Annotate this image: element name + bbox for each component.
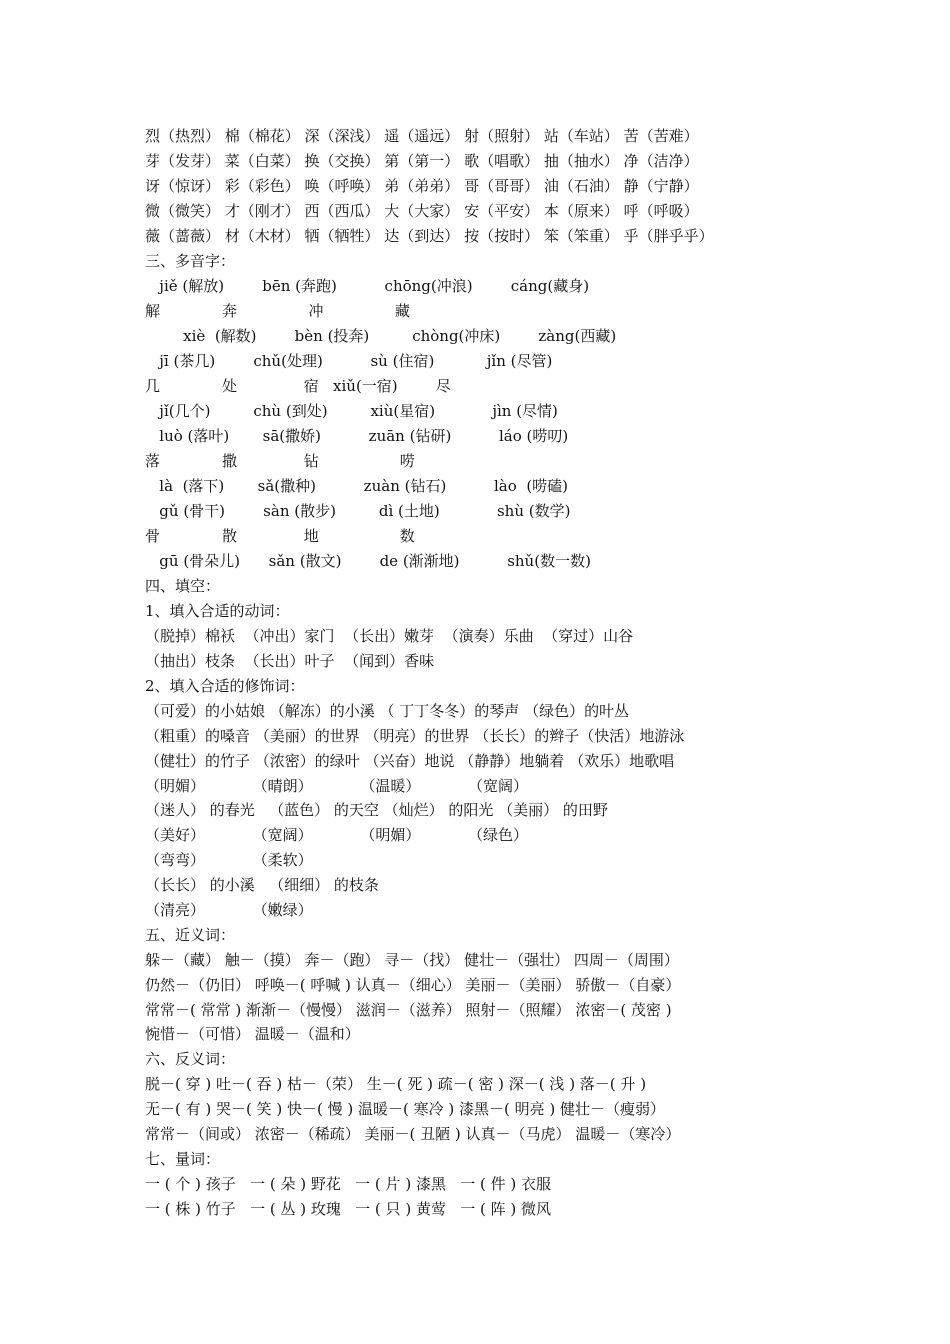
- text-line: 惋惜－（可惜） 温暖－（温和）: [145, 1025, 360, 1043]
- text-line: （长长） 的小溪 （细细） 的枝条: [145, 876, 379, 894]
- text-line: 讶（惊讶） 彩（彩色） 唤（呼唤） 弟（弟弟） 哥（哥哥） 油（石油） 静（宁静）: [145, 177, 699, 195]
- section-heading: 六、反义词：: [145, 1050, 236, 1068]
- text-line: jǐ(几个) chù (到处) xiù(星宿) jìn (尽情): [145, 402, 558, 420]
- text-line: 骨 散 地 数: [145, 527, 415, 545]
- text-line: luò (落叶) sā(撒娇) zuān (钻研) láo (唠叨): [145, 427, 569, 445]
- text-line: 仍然－（仍旧） 呼唤－( 呼喊 ) 认真－（细心） 美丽－（美丽） 骄傲－（自豪）: [145, 976, 681, 994]
- text-line: （可爱）的小姑娘 （解冻）的小溪 （ 丁丁冬冬）的琴声 （绿色）的叶丛: [145, 702, 630, 720]
- text-line: 烈（热烈） 棉（棉花） 深（深浅） 遥（遥远） 射（照射） 站（车站） 苦（苦难）: [145, 127, 699, 145]
- text-line: （清亮） （嫩绿）: [145, 901, 313, 919]
- text-line: （明媚） （晴朗） （温暖） （宽阔）: [145, 777, 529, 795]
- text-line: 几 处 宿 xiǔ(一宿) 尽: [145, 377, 451, 395]
- text-line: xiè (解数) bèn (投奔) chòng(冲床) zàng(西藏): [145, 327, 617, 345]
- subsection-heading: 2、填入合适的修饰词：: [145, 677, 305, 695]
- text-line: 薇（蔷薇） 材（木材） 牺（牺牲） 达（到达） 按（按时） 笨（笨重） 乎（胖乎乎）: [145, 227, 714, 245]
- text-line: 解 奔 冲 藏: [145, 302, 411, 320]
- text-line: 一 ( 株 ) 竹子 一 ( 丛 ) 玫瑰 一 ( 只 ) 黄莺 一 ( 阵 ) 微风: [145, 1200, 552, 1218]
- text-line: jiě (解放) bēn (奔跑) chōng(冲浪) cáng(藏身): [145, 277, 590, 295]
- text-line: 落 撒 钻 唠: [145, 452, 415, 470]
- text-line: 微（微笑） 才（刚才） 西（西瓜） 大（大家） 安（平安） 本（原来） 呼（呼吸）: [145, 202, 699, 220]
- text-line: （粗重）的嗓音 （美丽）的世界 （明亮）的世界 （长长）的辫子（快活）地游泳: [145, 727, 685, 745]
- text-line: （健壮）的竹子 （浓密）的绿叶 （兴奋）地说 （静静）地躺着 （欢乐）地歌唱: [145, 752, 675, 770]
- text-line: （弯弯） （柔软）: [145, 851, 313, 869]
- text-line: jī (茶几) chǔ(处理) sù (住宿) jǐn (尽管): [145, 352, 553, 370]
- text-line: （脱掉）棉袄 （冲出）家门 （长出）嫩芽 （演奏）乐曲 （穿过）山谷: [145, 627, 634, 645]
- section-heading: 五、近义词：: [145, 926, 236, 944]
- section-heading: 四、填空：: [145, 577, 221, 595]
- text-line: 芽（发芽） 菜（白菜） 换（交换） 第（第一） 歌（唱歌） 抽（抽水） 净（洁净）: [145, 152, 699, 170]
- text-line: 躲－（藏） 触－（摸） 奔－（跑） 寻－（找） 健壮－（强壮） 四周－（周围）: [145, 951, 679, 969]
- text-line: gū (骨朵儿) sǎn (散文) de (渐渐地) shǔ(数一数): [145, 552, 591, 570]
- section-heading: 七、量词：: [145, 1150, 221, 1168]
- text-line: （迷人） 的春光 （蓝色） 的天空 （灿烂） 的阳光 （美丽） 的田野: [145, 801, 608, 819]
- text-line: 脱－( 穿 ) 吐－( 吞 ) 枯－（荣） 生－( 死 ) 疏－( 密 ) 深－( 浅 ) 落－( 升 ): [145, 1075, 647, 1093]
- text-line: 无－( 有 ) 哭－( 笑 ) 快－( 慢 ) 温暖－( 寒冷 ) 漆黑－( 明亮 ) 健壮－（瘦弱）: [145, 1100, 666, 1118]
- text-line: 常常－( 常常 ) 渐渐－（慢慢） 滋润－（滋养） 照射－（照耀） 浓密－( 茂密 ): [145, 1001, 672, 1019]
- text-line: （美好） （宽阔） （明媚） （绿色）: [145, 826, 529, 844]
- text-line: （抽出）枝条 （长出）叶子 （闻到）香味: [145, 652, 435, 670]
- text-line: là (落下) sǎ(撒种) zuàn (钻石) lào (唠磕): [145, 477, 569, 495]
- text-line: gǔ (骨干) sàn (散步) dì (土地) shù (数学): [145, 502, 571, 520]
- subsection-heading: 1、填入合适的动词：: [145, 602, 290, 620]
- text-line: 一 ( 个 ) 孩子 一 ( 朵 ) 野花 一 ( 片 ) 漆黑 一 ( 件 ) 衣服: [145, 1175, 552, 1193]
- section-heading: 三、多音字：: [145, 252, 236, 270]
- text-line: 常常－（间或） 浓密－（稀疏） 美丽－( 丑陋 ) 认真－（马虎） 温暖－（寒冷）: [145, 1125, 681, 1143]
